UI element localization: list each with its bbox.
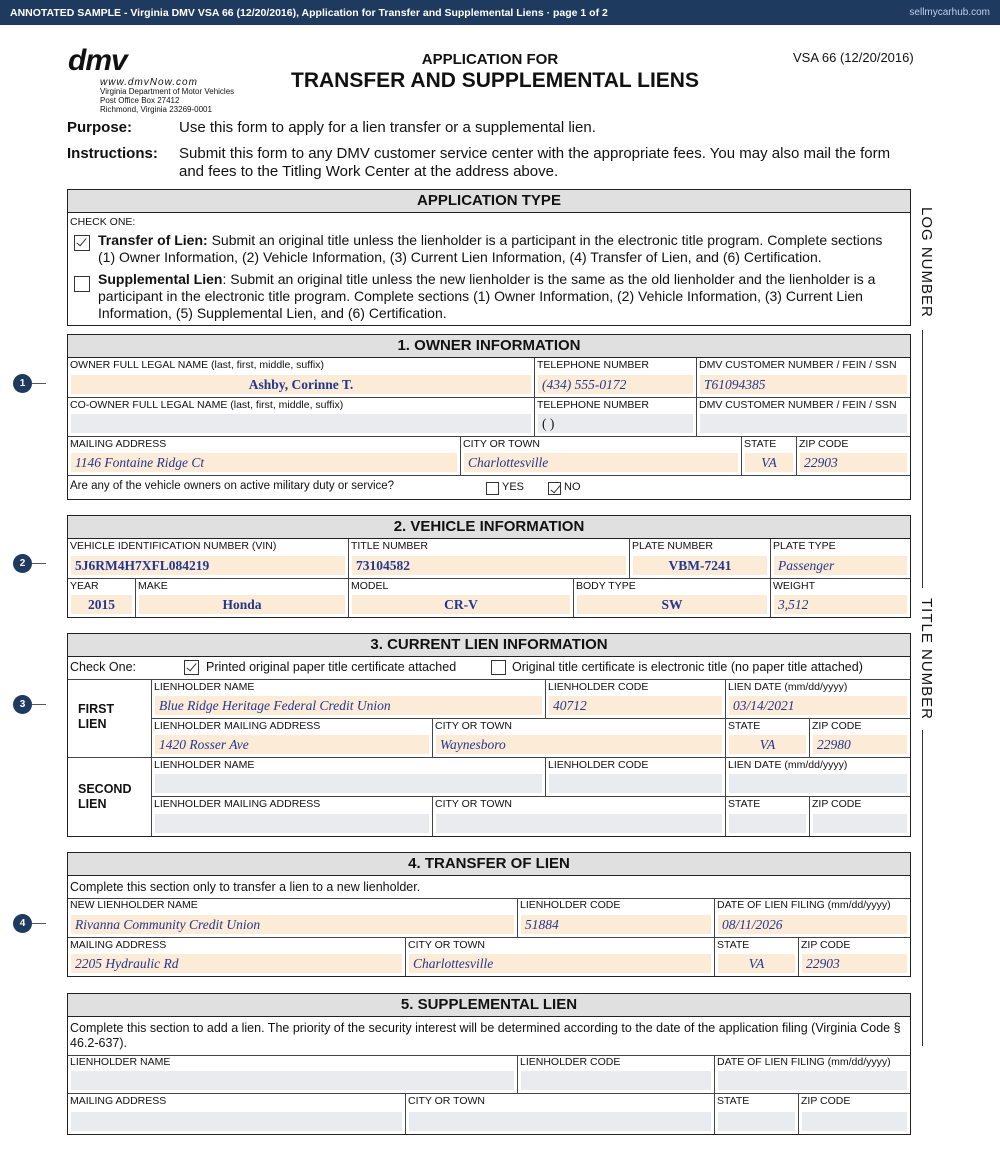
new-lienholder-name-field — [68, 898, 518, 938]
new-lienholder-zip-label: ZIP CODE — [801, 939, 851, 951]
owner-customer-number-field — [697, 358, 910, 398]
first-lienholder-state-label: STATE — [728, 720, 761, 732]
supp-lienholder-code-input[interactable] — [521, 1071, 711, 1090]
first-lien-label-cell — [68, 680, 152, 758]
owner-zip-field — [797, 437, 910, 476]
first-word: FIRST — [78, 702, 115, 716]
second-word: SECOND — [78, 782, 132, 796]
title-number-value[interactable]: 73104582 — [356, 558, 410, 573]
year-label: YEAR — [70, 580, 99, 592]
logo-line3: Richmond, Virginia 23269-0001 — [100, 105, 212, 114]
first-lienholder-zip-label: ZIP CODE — [812, 720, 862, 732]
form-heading-line2: TRANSFER AND SUPPLEMENTAL LIENS — [291, 69, 699, 92]
logo-url: www.dmvNow.com — [100, 77, 198, 88]
new-lienholder-code-value[interactable]: 51884 — [525, 917, 559, 932]
supp-mailing-address-input[interactable] — [71, 1112, 402, 1131]
annotation-marker-3[interactable]: 3 — [13, 695, 32, 714]
military-no-label: NO — [564, 481, 581, 493]
coowner-name-field — [68, 398, 535, 437]
annotation-line-1 — [32, 383, 46, 384]
owner-name-field — [68, 358, 535, 398]
title-number-label: TITLE NUMBER — [351, 540, 429, 552]
first-lienholder-code-label: LIENHOLDER CODE — [548, 681, 649, 693]
first-lien-date-value[interactable]: 03/14/2021 — [733, 698, 795, 713]
owner-information-heading: 1. OWNER INFORMATION — [68, 335, 910, 358]
vin-value[interactable]: 5J6RM4H7XFL084219 — [75, 558, 210, 573]
plate-number-label: PLATE NUMBER — [632, 540, 713, 552]
new-lienholder-address-value[interactable]: 2205 Hydraulic Rd — [75, 956, 179, 971]
new-lienholder-address-field — [68, 938, 406, 976]
model-label: MODEL — [351, 580, 389, 592]
first-lienholder-address-label: LIENHOLDER MAILING ADDRESS — [154, 720, 321, 732]
title-number-line — [922, 730, 923, 1046]
military-question: Are any of the vehicle owners on active military duty or service? — [70, 480, 395, 492]
owner-state-value[interactable]: VA — [761, 455, 777, 470]
second-lienholder-name-field — [152, 758, 546, 797]
first-lienholder-address-value[interactable]: 1420 Rosser Ave — [159, 737, 249, 752]
new-lienholder-address-label: MAILING ADDRESS — [70, 939, 167, 951]
second-lienholder-name-input[interactable] — [155, 774, 542, 793]
vin-label: VEHICLE IDENTIFICATION NUMBER (VIN) — [70, 540, 277, 552]
second-lienholder-address-field — [152, 797, 433, 836]
owner-name-value[interactable]: Ashby, Corinne T. — [248, 377, 354, 392]
lien-filing-date-value[interactable]: 08/11/2026 — [722, 917, 783, 932]
second-lienholder-state-field — [726, 797, 810, 836]
body-type-value[interactable]: SW — [661, 597, 683, 612]
first-lien-date-label: LIEN DATE (mm/dd/yyyy) — [728, 681, 848, 693]
instructions-text: Submit this form to any DMV customer service center with the appropriate fees. You may also mail the form and fees to the Titling Work Center at the address above. — [179, 145, 891, 180]
current-lien-section — [67, 633, 911, 837]
owner-city-field — [461, 437, 742, 476]
model-field — [349, 579, 574, 617]
first-lienholder-address-field — [152, 719, 433, 758]
supp-lienholder-name-label: LIENHOLDER NAME — [70, 1056, 171, 1068]
logo-line1: Virginia Department of Motor Vehicles — [100, 87, 235, 96]
supp-mailing-address-label: MAILING ADDRESS — [70, 1095, 167, 1107]
second-lienholder-city-input[interactable] — [436, 814, 722, 833]
owner-state-label: STATE — [744, 438, 777, 450]
second-lienholder-zip-field — [810, 797, 910, 836]
supplemental-lien-heading: 5. SUPPLEMENTAL LIEN — [68, 994, 910, 1017]
second-lien-date-input[interactable] — [729, 774, 907, 793]
mailing-address-label: MAILING ADDRESS — [70, 438, 167, 450]
title-number-label: TITLE NUMBER — [918, 598, 935, 721]
application-type-section — [67, 189, 911, 326]
supplemental-note: Complete this section to add a lien. The priority of the security interest will be determined according to the date of the application filing (Virginia Code § 46.2-637). — [70, 1021, 901, 1050]
application-type-heading: APPLICATION TYPE — [68, 190, 910, 213]
first-lienholder-state-value[interactable]: VA — [759, 737, 776, 752]
second-lien-label — [78, 782, 131, 812]
coowner-customer-number-label: DMV CUSTOMER NUMBER / FEIN / SSN — [699, 399, 897, 411]
supp-zip-input[interactable] — [802, 1112, 907, 1131]
purpose-text: Use this form to apply for a lien transfer or a supplemental lien. — [179, 119, 596, 136]
transfer-lien-text: Submit an original title unless the lienholder is a participant in the electronic title program. Complete sections (1) Owner Information, (2) Vehicle Information, (3) Current Lien Information, (4) Transfer of Lien, and (6) Certification. — [98, 232, 883, 265]
current-lien-heading: 3. CURRENT LIEN INFORMATION — [68, 634, 910, 657]
check-one-title-label: Check One: — [70, 660, 137, 674]
first-lienholder-code-field — [546, 680, 726, 719]
new-lienholder-state-label: STATE — [717, 939, 750, 951]
log-number-line — [922, 330, 923, 588]
first-lienholder-zip-field — [810, 719, 910, 758]
transfer-note: Complete this section only to transfer a lien to a new lienholder. — [70, 880, 421, 894]
year-value[interactable]: 2015 — [88, 597, 115, 612]
form-number: VSA 66 (12/20/2016) — [793, 50, 914, 65]
transfer-of-lien-heading: 4. TRANSFER OF LIEN — [68, 853, 910, 876]
first-lienholder-city-label: CITY OR TOWN — [435, 720, 513, 732]
owner-customer-number-value[interactable]: T61094385 — [704, 377, 766, 392]
paper-title-label: Printed original paper title certificate attached — [206, 660, 457, 674]
weight-label: WEIGHT — [773, 580, 815, 592]
supplemental-lien-text: : Submit an original title unless the new lienholder is the same as the old lienholder and the lienholder is a participant in the electronic title program. Complete sections (1) Owner Information, (2) Vehicle Information, (3) Current Lien Information, (5) Supplemental Lien, and (6) Certification. — [98, 271, 876, 321]
coowner-name-input[interactable] — [71, 414, 531, 433]
first-lienholder-city-value[interactable]: Waynesboro — [440, 737, 506, 752]
supp-zip-field — [799, 1094, 910, 1134]
top-banner — [0, 0, 1000, 25]
supp-mailing-address-field — [68, 1094, 406, 1134]
new-lienholder-city-label: CITY OR TOWN — [408, 939, 486, 951]
second-lienholder-state-label: STATE — [728, 798, 761, 810]
annotation-marker-2[interactable]: 2 — [13, 554, 32, 573]
new-lienholder-code-field — [518, 898, 715, 938]
plate-number-field — [630, 539, 771, 579]
banner-site-link[interactable]: sellmycarhub.com — [909, 7, 990, 18]
log-number-label: LOG NUMBER — [918, 207, 935, 318]
coowner-customer-number-field — [697, 398, 910, 437]
second-lienholder-city-label: CITY OR TOWN — [435, 798, 513, 810]
lien-filing-date-label: DATE OF LIEN FILING (mm/dd/yyyy) — [717, 899, 891, 911]
owner-phone-field — [535, 358, 697, 398]
new-lienholder-state-value[interactable]: VA — [748, 956, 765, 971]
military-yes-label: YES — [502, 481, 525, 493]
annotation-marker-1[interactable]: 1 — [13, 374, 32, 393]
dmv-logo — [68, 44, 258, 112]
transfer-of-lien-section — [67, 852, 911, 977]
coowner-phone-field — [535, 398, 697, 437]
new-lienholder-state-field — [715, 938, 799, 976]
owner-zip-label: ZIP CODE — [799, 438, 849, 450]
second-lienholder-code-input[interactable] — [549, 774, 722, 793]
weight-field — [771, 579, 910, 617]
supplemental-lien-option — [98, 271, 898, 322]
second-lien-date-label: LIEN DATE (mm/dd/yyyy) — [728, 759, 848, 771]
make-field — [136, 579, 349, 617]
military-yes-checkbox[interactable] — [486, 482, 499, 495]
second-lienholder-code-field — [546, 758, 726, 797]
second-lienholder-zip-label: ZIP CODE — [812, 798, 862, 810]
owner-name-label: OWNER FULL LEGAL NAME (last, first, middle, suffix) — [70, 359, 324, 371]
make-label: MAKE — [138, 580, 168, 592]
logo-line2: Post Office Box 27412 — [100, 96, 180, 105]
supp-zip-label: ZIP CODE — [801, 1095, 851, 1107]
supp-city-field — [406, 1094, 715, 1134]
military-no-checkbox[interactable] — [548, 482, 561, 495]
title-type-row — [68, 657, 910, 680]
second-lien-label-cell — [68, 758, 152, 836]
new-lienholder-zip-field — [799, 938, 910, 976]
second-lienholder-state-input[interactable] — [729, 814, 806, 833]
second-lienholder-name-label: LIENHOLDER NAME — [154, 759, 255, 771]
second-lien-word: LIEN — [78, 797, 107, 811]
second-lienholder-address-label: LIENHOLDER MAILING ADDRESS — [154, 798, 321, 810]
coowner-phone-parens: ( ) — [542, 416, 555, 431]
title-number-field — [349, 539, 630, 579]
first-lienholder-zip-value[interactable]: 22980 — [817, 737, 851, 752]
supp-state-input[interactable] — [718, 1112, 795, 1131]
second-lien-date-field — [726, 758, 910, 797]
owner-state-field — [742, 437, 797, 476]
year-field — [68, 579, 136, 617]
owner-phone-label: TELEPHONE NUMBER — [537, 359, 650, 371]
plate-number-value[interactable]: VBM-7241 — [668, 558, 732, 573]
annotation-line-2 — [32, 563, 46, 564]
new-lienholder-zip-value[interactable]: 22903 — [806, 956, 840, 971]
first-lienholder-name-field — [152, 680, 546, 719]
vehicle-information-section — [67, 515, 911, 618]
supp-state-label: STATE — [717, 1095, 750, 1107]
new-lienholder-name-value[interactable]: Rivanna Community Credit Union — [75, 917, 261, 932]
lien-filing-date-field — [715, 898, 910, 938]
new-lienholder-city-value[interactable]: Charlottesville — [413, 956, 494, 971]
second-lienholder-city-field — [433, 797, 726, 836]
purpose-label: Purpose: — [67, 119, 133, 136]
banner-title: ANNOTATED SAMPLE - Virginia DMV VSA 66 (12/20/2016), Application for Transfer and Supplemental Liens · page 1 of 2 — [10, 6, 608, 19]
second-lienholder-address-input[interactable] — [155, 814, 429, 833]
electronic-title-label: Original title certificate is electronic title (no paper title attached) — [512, 660, 863, 674]
coowner-customer-number-input[interactable] — [700, 414, 907, 433]
owner-phone-value[interactable]: (434) 555-0172 — [542, 377, 627, 392]
body-type-field — [574, 579, 771, 617]
electronic-title-checkbox[interactable] — [491, 660, 506, 675]
first-lienholder-state-field — [726, 719, 810, 758]
transfer-lien-checkbox[interactable] — [74, 235, 90, 251]
second-lienholder-zip-input[interactable] — [813, 814, 907, 833]
plate-type-field — [771, 539, 910, 579]
second-lienholder-code-label: LIENHOLDER CODE — [548, 759, 649, 771]
transfer-lien-head: Transfer of Lien: — [98, 232, 208, 248]
supp-state-field — [715, 1094, 799, 1134]
form-heading-line1: APPLICATION FOR — [421, 51, 559, 68]
new-lienholder-city-field — [406, 938, 715, 976]
first-lien-date-field — [726, 680, 910, 719]
supp-city-input[interactable] — [409, 1112, 711, 1131]
annotation-marker-4[interactable]: 4 — [13, 914, 32, 933]
supplemental-lien-head: Supplemental Lien — [98, 271, 223, 287]
supp-lienholder-name-field — [68, 1055, 518, 1094]
instructions-label: Instructions: — [67, 145, 158, 162]
first-lien-label — [78, 702, 114, 732]
supp-city-label: CITY OR TOWN — [408, 1095, 486, 1107]
first-lien-word: LIEN — [78, 717, 107, 731]
supplemental-lien-section — [67, 993, 911, 1135]
transfer-lien-option — [98, 232, 898, 266]
supp-lien-filing-date-field — [715, 1055, 910, 1094]
new-lienholder-name-label: NEW LIENHOLDER NAME — [70, 899, 198, 911]
supp-lienholder-code-field — [518, 1055, 715, 1094]
annotation-line-4 — [32, 923, 46, 924]
check-one-label: CHECK ONE: — [70, 216, 136, 228]
vehicle-information-heading: 2. VEHICLE INFORMATION — [68, 516, 910, 539]
first-lienholder-city-field — [433, 719, 726, 758]
make-value[interactable]: Honda — [222, 597, 262, 612]
owner-city-label: CITY OR TOWN — [463, 438, 541, 450]
plate-type-label: PLATE TYPE — [773, 540, 836, 552]
owner-city-value[interactable]: Charlottesville — [468, 455, 549, 470]
first-lienholder-name-value[interactable]: Blue Ridge Heritage Federal Credit Union — [159, 698, 391, 713]
owner-zip-value[interactable]: 22903 — [804, 455, 838, 470]
weight-value[interactable]: 3,512 — [778, 597, 809, 612]
supp-lienholder-name-input[interactable] — [71, 1071, 514, 1090]
coowner-phone-label: TELEPHONE NUMBER — [537, 399, 650, 411]
vin-field — [68, 539, 349, 579]
body-type-label: BODY TYPE — [576, 580, 636, 592]
supplemental-lien-checkbox[interactable] — [74, 276, 90, 292]
mailing-address-value[interactable]: 1146 Fontaine Ridge Ct — [75, 455, 205, 470]
plate-type-value[interactable]: Passenger — [778, 558, 835, 573]
supp-lien-filing-date-label: DATE OF LIEN FILING (mm/dd/yyyy) — [717, 1056, 891, 1068]
supp-lienholder-code-label: LIENHOLDER CODE — [520, 1056, 621, 1068]
coowner-name-label: CO-OWNER FULL LEGAL NAME (last, first, middle, suffix) — [70, 399, 344, 411]
logo-brand: dmv — [68, 44, 127, 77]
model-value[interactable]: CR-V — [444, 597, 478, 612]
owner-customer-number-label: DMV CUSTOMER NUMBER / FEIN / SSN — [699, 359, 897, 371]
supp-lien-filing-date-input[interactable] — [718, 1071, 907, 1090]
first-lienholder-name-label: LIENHOLDER NAME — [154, 681, 255, 693]
mailing-address-field — [68, 437, 461, 476]
annotation-line-3 — [32, 704, 46, 705]
first-lienholder-code-value[interactable]: 40712 — [553, 698, 587, 713]
new-lienholder-code-label: LIENHOLDER CODE — [520, 899, 621, 911]
paper-title-checkbox[interactable] — [184, 660, 199, 675]
owner-information-section — [67, 334, 911, 500]
